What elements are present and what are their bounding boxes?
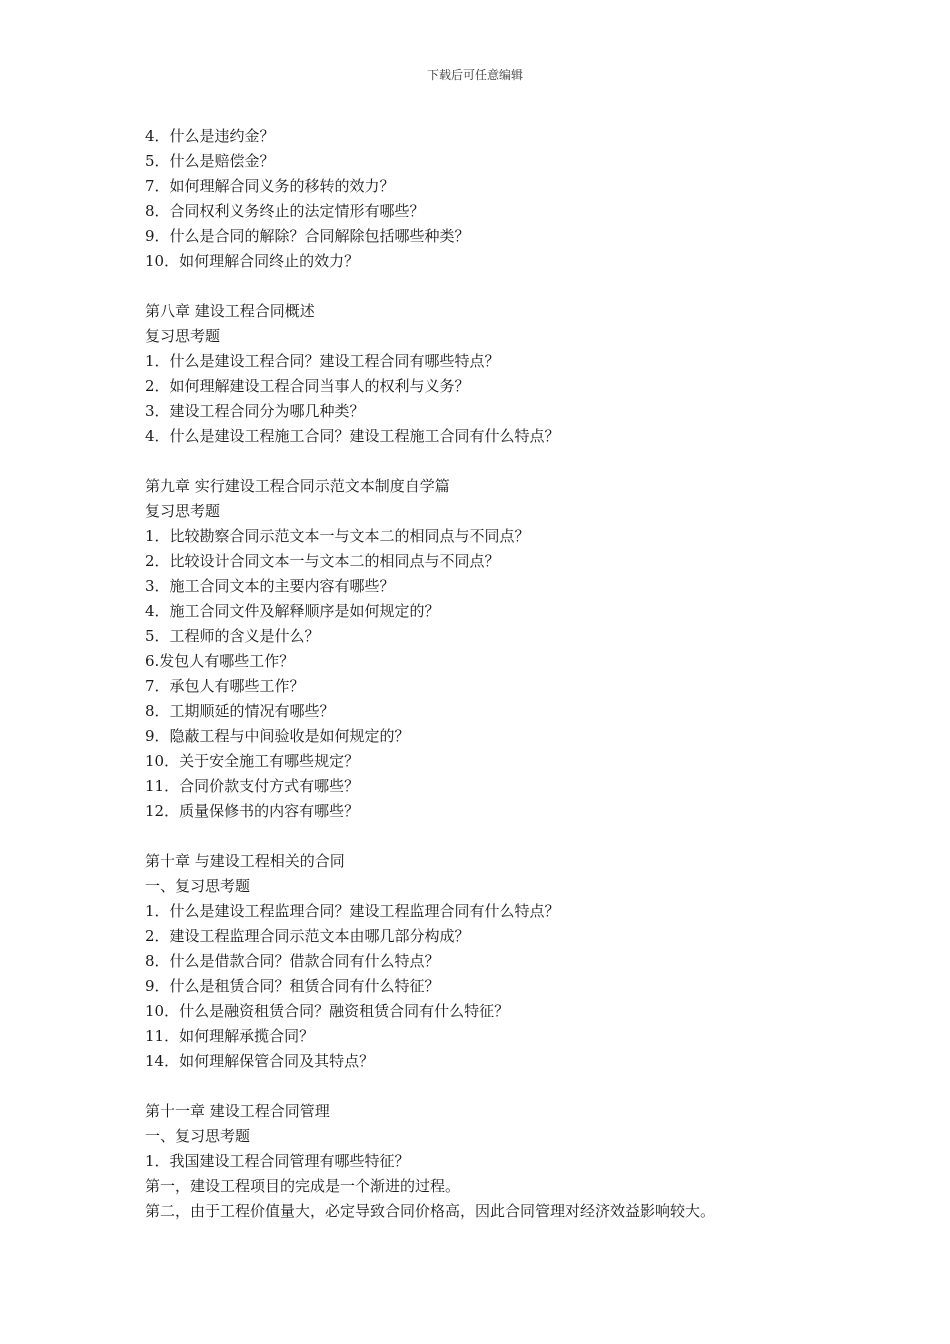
question-line: 5．工程师的含义是什么？ [145,627,320,645]
page-header: 下载后可任意编辑 [426,68,523,82]
subheading: 复习思考题 [145,327,221,345]
question-line: 10．如何理解合同终止的效力？ [145,252,360,270]
chapter-heading: 第十一章 建设工程合同管理 [145,1102,330,1120]
chapter-heading: 第十章 与建设工程相关的合同 [145,852,345,870]
question-line: 1．什么是建设工程合同？建设工程合同有哪些特点？ [145,352,500,370]
section-chapter7-questions [145,124,845,274]
question-line: 12．质量保修书的内容有哪些？ [145,802,360,820]
question-line: 7．如何理解合同义务的移转的效力？ [145,177,395,195]
question-line: 9．什么是租赁合同？租赁合同有什么特征？ [145,977,440,995]
question-line: 2．如何理解建设工程合同当事人的权利与义务？ [145,377,470,395]
question-line: 2．建设工程监理合同示范文本由哪几部分构成？ [145,927,470,945]
question-line: 14．如何理解保管合同及其特点？ [145,1052,375,1070]
question-line: 3．建设工程合同分为哪几种类？ [145,402,365,420]
subheading: 一、复习思考题 [145,877,251,895]
chapter-heading: 第九章 实行建设工程合同示范文本制度自学篇 [145,477,450,495]
question-line: 6.发包人有哪些工作？ [145,652,295,670]
section-chapter9 [145,474,845,824]
answer-line: 第一，建设工程项目的完成是一个渐进的过程。 [145,1177,461,1195]
question-line: 7．承包人有哪些工作？ [145,677,305,695]
document-body [145,124,845,1224]
question-line: 11．如何理解承揽合同？ [145,1027,315,1045]
subheading: 一、复习思考题 [145,1127,251,1145]
question-line: 11．合同价款支付方式有哪些？ [145,777,360,795]
question-line: 10．什么是融资租赁合同？融资租赁合同有什么特征？ [145,1002,510,1020]
question-line: 9．什么是合同的解除？合同解除包括哪些种类？ [145,227,470,245]
question-line: 1．比较勘察合同示范文本一与文本二的相同点与不同点？ [145,527,530,545]
section-gap [145,1074,845,1099]
question-line: 3．施工合同文本的主要内容有哪些？ [145,577,395,595]
question-line: 2．比较设计合同文本一与文本二的相同点与不同点？ [145,552,500,570]
question-line: 10．关于安全施工有哪些规定？ [145,752,360,770]
section-gap [145,449,845,474]
section-chapter10 [145,849,845,1074]
subheading: 复习思考题 [145,502,221,520]
question-line: 4．什么是违约金？ [145,127,275,145]
chapter-heading: 第八章 建设工程合同概述 [145,302,315,320]
question-line: 8．合同权利义务终止的法定情形有哪些？ [145,202,425,220]
question-line: 8．工期顺延的情况有哪些？ [145,702,335,720]
question-line: 5．什么是赔偿金？ [145,152,275,170]
section-chapter11 [145,1099,845,1224]
section-gap [145,824,845,849]
answer-line: 第二，由于工程价值量大，必定导致合同价格高，因此合同管理对经济效益影响较大。 [145,1202,716,1220]
question-line: 9．隐蔽工程与中间验收是如何规定的？ [145,727,410,745]
question-line: 1．我国建设工程合同管理有哪些特征？ [145,1152,410,1170]
question-line: 4．施工合同文件及解释顺序是如何规定的？ [145,602,440,620]
question-line: 1．什么是建设工程监理合同？建设工程监理合同有什么特点？ [145,902,560,920]
section-gap [145,274,845,299]
question-line: 8．什么是借款合同？借款合同有什么特点？ [145,952,440,970]
question-line: 4．什么是建设工程施工合同？建设工程施工合同有什么特点？ [145,427,560,445]
section-chapter8 [145,299,845,449]
